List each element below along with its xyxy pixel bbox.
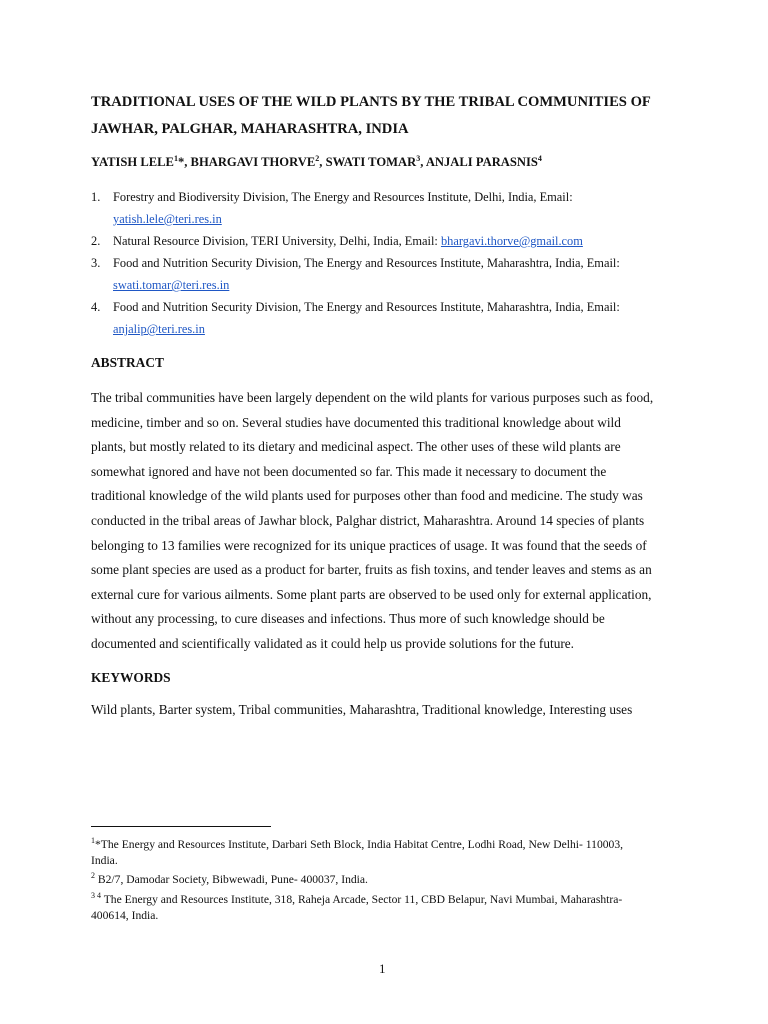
footnote-marker: 3 4 xyxy=(91,891,101,901)
footnote-text: B2/7, Damodar Society, Bibwewadi, Pune- 400037, India. xyxy=(95,873,368,887)
abstract-line: plants, but mostly related to its dietary and medicinal aspect. The other uses of these wild plants are xyxy=(91,439,621,455)
footnote-text: India. xyxy=(91,853,118,867)
title-line: TRADITIONAL USES OF THE WILD PLANTS BY THE TRIBAL COMMUNITIES OF xyxy=(91,94,651,110)
email-link[interactable]: anjalip@teri.res.in xyxy=(113,322,205,336)
author-name: SWATI TOMAR xyxy=(325,155,417,170)
affiliation-number: 4. xyxy=(91,300,101,314)
abstract-body xyxy=(91,386,681,657)
author-separator: *, xyxy=(177,155,191,170)
abstract-line: some plant species are used as a product for barter, fruits as fish toxins, and tender leaves and stems as an xyxy=(91,562,652,578)
author-separator: , xyxy=(420,155,426,170)
author-list xyxy=(91,154,542,170)
footnote-text: *The Energy and Resources Institute, Darbari Seth Block, India Habitat Centre, Lodhi Road, New Delhi- 110003, xyxy=(95,837,624,851)
author-name: ANJALI PARASNIS xyxy=(425,155,538,170)
affiliation-text: Natural Resource Division, TERI University, Delhi, India, Email: xyxy=(113,234,441,248)
email-link[interactable]: yatish.lele@teri.res.in xyxy=(113,212,222,226)
author-separator: , xyxy=(319,155,326,170)
keywords-text: Wild plants, Barter system, Tribal communities, Maharashtra, Traditional knowledge, Interesting uses xyxy=(91,702,633,717)
footnote xyxy=(91,868,676,888)
abstract-line: belonging to 13 families were recognized for its unique practices of usage. It was found that the seeds of xyxy=(91,537,647,553)
abstract-line: The tribal communities have been largely dependent on the wild plants for various purposes such as food, xyxy=(91,390,654,405)
author-affil-sup: 3 xyxy=(416,154,421,163)
footnotes xyxy=(91,833,676,924)
footnote-divider xyxy=(91,826,271,827)
author-name: YATISH LELE xyxy=(91,155,174,170)
page-number: 1 xyxy=(379,961,386,976)
affiliation-item xyxy=(91,252,676,296)
abstract-line: medicine, timber and so on. Several studies have documented this traditional knowledge about wild xyxy=(91,414,621,430)
author-affil-sup: 1 xyxy=(173,154,178,163)
footnote xyxy=(91,833,676,868)
email-link[interactable]: bhargavi.thorve@gmail.com xyxy=(440,234,583,248)
footnote-text: The Energy and Resources Institute, 318, Raheja Arcade, Sector 11, CBD Belapur, Navi Mumbai, Maharashtra- xyxy=(101,892,623,906)
abstract-line: conducted in the tribal areas of Jawhar block, Palghar district, Maharashtra. Around 14 species of plants xyxy=(91,512,645,528)
affiliation-item xyxy=(91,186,676,230)
affiliation-text: Food and Nutrition Security Division, The Energy and Resources Institute, Maharashtra, India, Email: xyxy=(113,256,620,270)
email-link[interactable]: swati.tomar@teri.res.in xyxy=(113,278,230,292)
author-affil-sup: 4 xyxy=(537,154,542,163)
paper-title xyxy=(91,89,691,143)
author-affil-sup: 2 xyxy=(315,154,320,163)
footnote xyxy=(91,888,676,923)
title-line: JAWHAR, PALGHAR, MAHARASHTRA, INDIA xyxy=(91,121,409,137)
affiliation-number: 3. xyxy=(91,256,101,270)
footnote-marker: 1 xyxy=(91,836,95,845)
affiliation-number: 2. xyxy=(91,234,101,248)
abstract-line: without any processing, to cure diseases and infections. Thus more of such knowledge should be xyxy=(91,611,605,627)
abstract-heading: ABSTRACT xyxy=(91,355,164,370)
affiliation-item xyxy=(91,296,676,340)
affiliation-item xyxy=(91,230,676,252)
affiliation-list xyxy=(91,186,676,340)
footnote-marker: 2 xyxy=(91,871,95,881)
affiliation-number: 1. xyxy=(91,190,101,204)
abstract-line: external cure for various ailments. Some plant parts are observed to be used only for external application, xyxy=(91,586,652,602)
affiliation-text: Food and Nutrition Security Division, The Energy and Resources Institute, Maharashtra, India, Email: xyxy=(113,300,620,314)
footnote-text: 400614, India. xyxy=(91,908,159,922)
author-name: BHARGAVI THORVE xyxy=(190,155,316,170)
abstract-line: traditional knowledge of the wild plants used for purposes other than food and medicine. The study was xyxy=(91,488,643,504)
affiliation-text: Forestry and Biodiversity Division, The Energy and Resources Institute, Delhi, India, Email: xyxy=(113,190,573,204)
abstract-line: somewhat ignored and have not been documented so far. This made it necessary to document the xyxy=(91,463,607,479)
keywords-heading: KEYWORDS xyxy=(91,670,171,685)
abstract-line: documented and scientifically validated as it could help us provide solutions for the future. xyxy=(91,635,574,651)
